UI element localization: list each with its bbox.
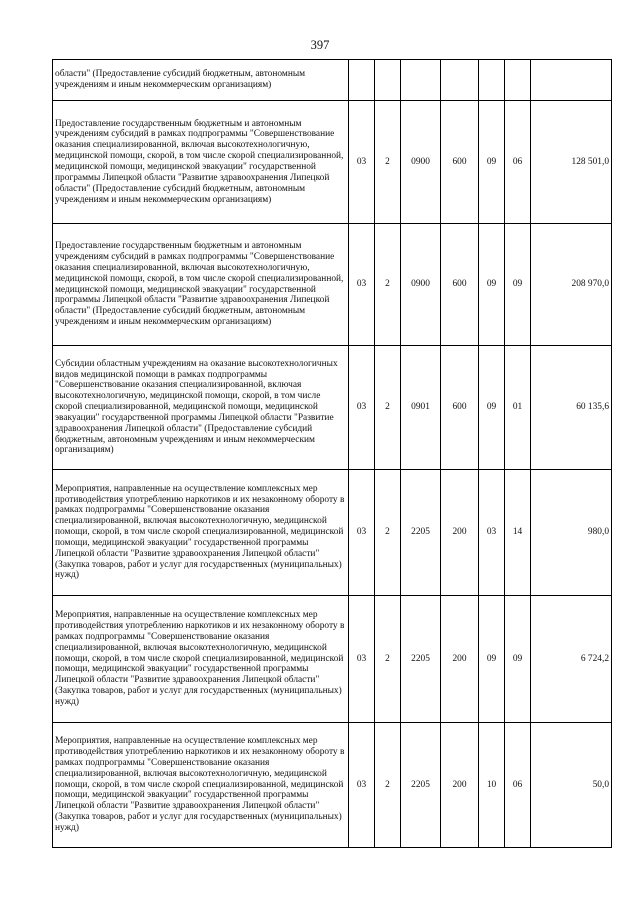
code-program: 2: [375, 346, 401, 470]
code-target-article: 2205: [401, 596, 441, 723]
row-description: Субсидии областным учреждениям на оказание высокотехнологичных видов медицинской помощи в рамках подпрограммы "Совершенствование оказания специализированной, включая высокотехнологичную, медицинской помощи, скорой, в том числе скорой специализированной, медицинской помощи, медицинской эвакуации" государственной программы Липецкой области "Развитие здравоохранения Липецкой области" (Предоставление субсидий бюджетным, автономным учреждениям и иным некоммерческим организациям): [53, 346, 349, 470]
code-section: [479, 60, 505, 101]
row-description: Мероприятия, направленные на осуществление комплексных мер противодействия употреблению наркотиков и их незаконному обороту в рамках подпрограммы "Совершенствование оказания специализированной, включая высокотехнологичную, медицинской помощи, скорой, в том числе скорой специализированной, медицинской помощи, медицинской эвакуации" государственной программы Липецкой области "Развитие здравоохранения Липецкой области" (Закупка товаров, работ и услуг для государственных (муниципальных) нужд): [53, 470, 349, 596]
row-amount: 60 135,6: [531, 346, 612, 470]
code-target-article: [401, 60, 441, 101]
code-program: 2: [375, 224, 401, 346]
row-amount: 50,0: [531, 723, 612, 848]
code-ministry: [349, 60, 375, 101]
code-subsection: 06: [505, 723, 531, 848]
code-ministry: 03: [349, 723, 375, 848]
code-subsection: 14: [505, 470, 531, 596]
code-target-article: 2205: [401, 470, 441, 596]
code-subsection: 09: [505, 596, 531, 723]
table-row: [53, 346, 612, 470]
code-subsection: 09: [505, 224, 531, 346]
code-ministry: 03: [349, 470, 375, 596]
row-description: Мероприятия, направленные на осуществление комплексных мер противодействия употреблению наркотиков и их незаконному обороту в рамках подпрограммы "Совершенствование оказания специализированной, включая высокотехнологичную, медицинской помощи, скорой, в том числе скорой специализированной, медицинской помощи, медицинской эвакуации" государственной программы Липецкой области "Развитие здравоохранения Липецкой области" (Закупка товаров, работ и услуг для государственных (муниципальных) нужд): [53, 596, 349, 723]
row-amount: 128 501,0: [531, 101, 612, 224]
code-subsection: [505, 60, 531, 101]
table-row: [53, 60, 612, 101]
code-program: 2: [375, 596, 401, 723]
budget-table: [52, 59, 612, 848]
code-expense-type: 600: [441, 224, 479, 346]
code-section: 03: [479, 470, 505, 596]
code-target-article: 0901: [401, 346, 441, 470]
code-section: 09: [479, 101, 505, 224]
row-amount: [531, 60, 612, 101]
row-description: Предоставление государственным бюджетным и автономным учреждениям субсидий в рамках подпрограммы "Совершенствование оказания специализированной, включая высокотехнологичную, медицинской помощи, скорой, в том числе скорой специализированной, медицинской помощи, медицинской эвакуации" государственной программы Липецкой области "Развитие здравоохранения Липецкой области" (Предоставление субсидий бюджетным, автономным учреждениям и иным некоммерческим организациям): [53, 224, 349, 346]
table-row: [53, 101, 612, 224]
code-section: 09: [479, 596, 505, 723]
code-expense-type: 200: [441, 596, 479, 723]
code-ministry: 03: [349, 101, 375, 224]
code-target-article: 2205: [401, 723, 441, 848]
code-ministry: 03: [349, 224, 375, 346]
code-ministry: 03: [349, 596, 375, 723]
code-target-article: 0900: [401, 101, 441, 224]
code-ministry: 03: [349, 346, 375, 470]
code-subsection: 06: [505, 101, 531, 224]
row-description: Предоставление государственным бюджетным и автономным учреждениям субсидий в рамках подпрограммы "Совершенствование оказания специализированной, включая высокотехнологичную, медицинской помощи, скорой, в том числе скорой специализированной, медицинской помощи, медицинской эвакуации" государственной программы Липецкой области "Развитие здравоохранения Липецкой области" (Предоставление субсидий бюджетным, автономным учреждениям и иным некоммерческим организациям): [53, 101, 349, 224]
code-program: 2: [375, 101, 401, 224]
row-amount: 980,0: [531, 470, 612, 596]
table-row: [53, 596, 612, 723]
row-description: области" (Предоставление субсидий бюджетным, автономным учреждениям и иным некоммерческим организациям): [53, 60, 349, 101]
code-section: 10: [479, 723, 505, 848]
table-row: [53, 224, 612, 346]
row-amount: 208 970,0: [531, 224, 612, 346]
code-program: [375, 60, 401, 101]
page-number: 397: [310, 38, 330, 52]
code-program: 2: [375, 470, 401, 596]
code-expense-type: [441, 60, 479, 101]
code-expense-type: 200: [441, 723, 479, 848]
code-program: 2: [375, 723, 401, 848]
table-row: [53, 470, 612, 596]
table-row: [53, 723, 612, 848]
code-target-article: 0900: [401, 224, 441, 346]
code-expense-type: 600: [441, 101, 479, 224]
code-section: 09: [479, 224, 505, 346]
code-expense-type: 600: [441, 346, 479, 470]
code-expense-type: 200: [441, 470, 479, 596]
code-subsection: 01: [505, 346, 531, 470]
code-section: 09: [479, 346, 505, 470]
row-description: Мероприятия, направленные на осуществление комплексных мер противодействия употреблению наркотиков и их незаконному обороту в рамках подпрограммы "Совершенствование оказания специализированной, включая высокотехнологичную, медицинской помощи, скорой, в том числе скорой специализированной, медицинской помощи, медицинской эвакуации" государственной программы Липецкой области "Развитие здравоохранения Липецкой области" (Закупка товаров, работ и услуг для государственных (муниципальных) нужд): [53, 723, 349, 848]
row-amount: 6 724,2: [531, 596, 612, 723]
